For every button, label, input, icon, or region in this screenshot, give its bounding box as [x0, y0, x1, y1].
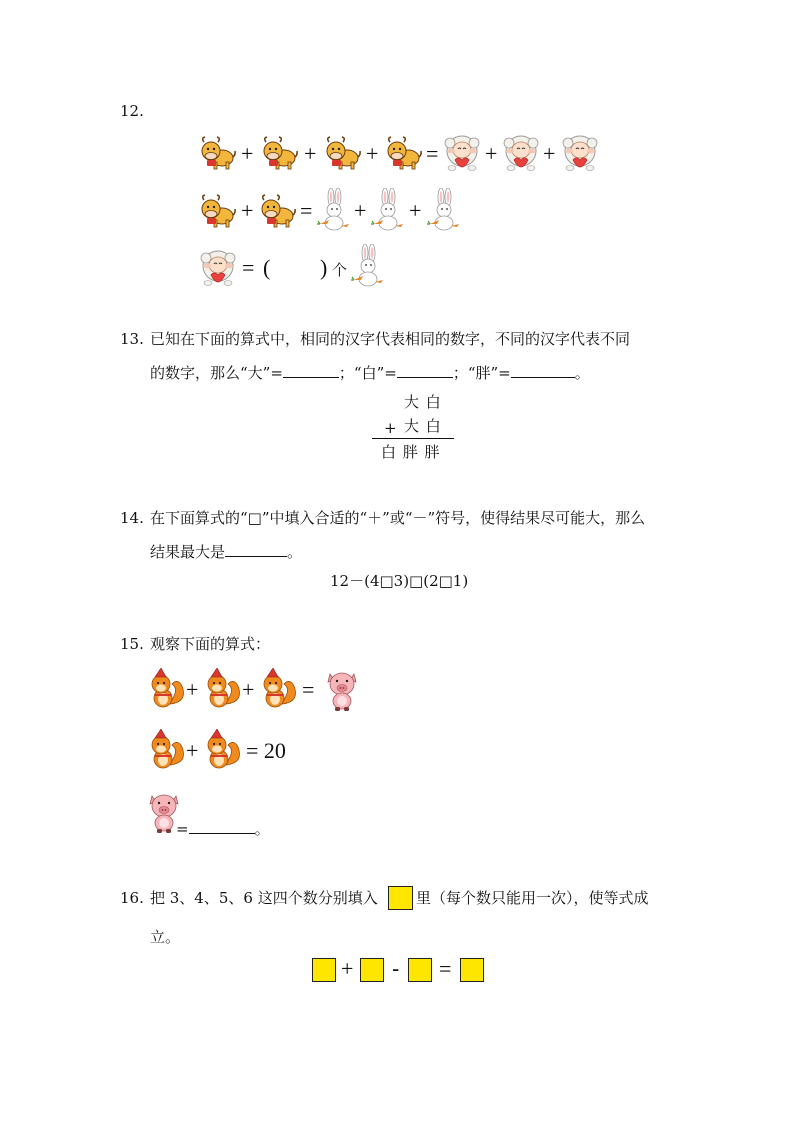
- equals-sign: =: [426, 141, 439, 166]
- q16-line2: 立。: [150, 928, 181, 946]
- q13-line1: 已知在下面的算式中，相同的汉字代表相同的数字，不同的汉字代表不同: [150, 330, 631, 348]
- q13-number: 13.: [120, 330, 144, 348]
- cow-icon: [258, 194, 298, 230]
- cow-icon: [384, 136, 424, 172]
- q14-line2: [150, 540, 302, 563]
- q15-end: 。: [254, 820, 270, 838]
- q15-eq3: [176, 817, 270, 840]
- q16-line1-a: 把 3、4、5、6 这四个数分别填入: [150, 889, 378, 907]
- q13-text-da: 的数字，那么“大”=: [150, 364, 283, 382]
- plus-sign: +: [341, 956, 354, 981]
- q12-number: 12.: [120, 102, 144, 120]
- squirrel-icon: [202, 668, 242, 710]
- plus-sign: +: [409, 198, 422, 223]
- q14-expression: 12－(4□3)□(2□1): [330, 572, 469, 590]
- addend-row-1: 大 白: [404, 393, 442, 411]
- plus-sign: +: [304, 141, 317, 166]
- plus-sign: +: [354, 198, 367, 223]
- cow-icon: [260, 136, 300, 172]
- rabbit-icon: [316, 188, 352, 232]
- eq2-result: = 20: [246, 738, 286, 763]
- rabbit-icon: [350, 244, 386, 288]
- q13-text-pang: ；“胖”=: [452, 364, 511, 382]
- sheep-icon: [442, 134, 482, 172]
- answer-box-1[interactable]: [312, 958, 336, 982]
- squirrel-icon: [146, 668, 186, 710]
- cow-icon: [198, 136, 238, 172]
- equals-sign: =: [242, 255, 255, 280]
- q14-number: 14.: [120, 509, 144, 527]
- plus-sign: +: [543, 141, 556, 166]
- answer-box-4[interactable]: [460, 958, 484, 982]
- q14-text: 结果最大是: [150, 543, 226, 561]
- sheep-icon: [198, 249, 238, 287]
- cow-icon: [323, 136, 363, 172]
- q16-number: 16.: [120, 889, 144, 907]
- plus-sign: +: [384, 419, 397, 437]
- q15-title: 观察下面的算式：: [150, 635, 271, 653]
- equals-sign: =: [176, 820, 189, 838]
- squirrel-icon: [202, 729, 242, 771]
- pig-icon: [324, 668, 360, 712]
- answer-blank-max[interactable]: [225, 540, 287, 557]
- q13-line2: [150, 361, 590, 384]
- minus-sign: -: [392, 956, 400, 981]
- plus-sign: +: [241, 141, 254, 166]
- answer-blank-bai[interactable]: [397, 361, 453, 378]
- bracket-open: (: [263, 255, 271, 280]
- equals-sign: =: [302, 677, 315, 702]
- equals-sign: =: [439, 956, 452, 981]
- addend-row-2: 大 白: [404, 417, 442, 435]
- rabbit-icon: [370, 188, 406, 232]
- q14-line1: 在下面算式的“□”中填入合适的“＋”或“－”符号，使得结果尽可能大，那么: [150, 509, 646, 527]
- bracket-close: ): [320, 255, 328, 280]
- answer-box-2[interactable]: [360, 958, 384, 982]
- plus-sign: +: [366, 141, 379, 166]
- plus-sign: +: [485, 141, 498, 166]
- plus-sign: +: [186, 738, 199, 763]
- plus-sign: +: [242, 677, 255, 702]
- answer-box-sample: [388, 886, 413, 910]
- answer-box-3[interactable]: [408, 958, 432, 982]
- answer-blank-da[interactable]: [283, 361, 339, 378]
- answer-blank-pig[interactable]: [189, 817, 255, 834]
- plus-sign: +: [186, 677, 199, 702]
- q14-end: 。: [287, 543, 303, 561]
- equals-sign: =: [300, 198, 313, 223]
- plus-sign: +: [241, 198, 254, 223]
- squirrel-icon: [146, 729, 186, 771]
- q13-end: 。: [574, 364, 590, 382]
- rabbit-icon: [426, 188, 462, 232]
- sheep-icon: [501, 134, 541, 172]
- squirrel-icon: [258, 668, 298, 710]
- unit-label: 个: [332, 261, 348, 279]
- sum-row: 白 胖 胖: [381, 443, 441, 461]
- sheep-icon: [560, 134, 600, 172]
- cow-icon: [198, 194, 238, 230]
- q13-text-bai: ；“白”=: [338, 364, 397, 382]
- q15-number: 15.: [120, 635, 144, 653]
- sum-line: [372, 438, 454, 439]
- answer-blank-pang[interactable]: [511, 361, 575, 378]
- q16-line1-b: 里（每个数只能用一次），使等式成: [416, 889, 649, 907]
